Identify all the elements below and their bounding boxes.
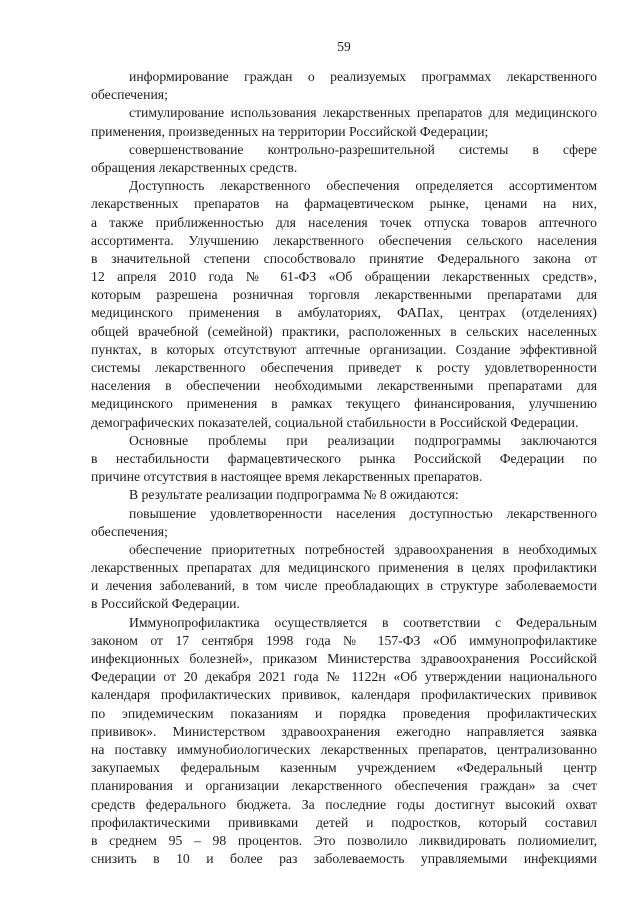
text-line: медицинского применения в рамках текущего финансирования, улучшению — [91, 396, 597, 412]
text-line: в среднем 95 – 98 процентов. Это позволило ликвидировать полиомиелит, — [91, 832, 597, 848]
text-line: информирование граждан о реализуемых программах лекарственного — [129, 69, 597, 84]
paragraph — [91, 486, 597, 504]
text-line: системы лекарственного обеспечения приведет к росту удовлетворенности — [91, 360, 597, 375]
text-line: общей врачебной (семейной) практики, расположенных в сельских населенных — [91, 323, 597, 339]
text-line: и лечения заболеваний, в том числе преобладающих в структуре заболеваемости — [91, 578, 597, 594]
text-line: причине отсутствия в настоящее время лекарственных препаратов. — [91, 469, 483, 485]
document-body — [91, 68, 597, 868]
text-line: лекарственных препаратов на фармацевтическом рынке, ценами на них, — [91, 196, 597, 212]
text-line: применения, произведенных на территории Российской Федерации; — [91, 123, 489, 139]
paragraph — [91, 68, 597, 104]
text-line: в нестабильности фармацевтического рынка Российской Федерации по — [91, 450, 597, 466]
text-line: демографических показателей, социальной стабильности в Российской Федерации. — [91, 414, 579, 430]
text-line: законом от 17 сентября 1998 года № 157-ФЗ «Об иммунопрофилактике — [91, 632, 597, 648]
text-line: в Российской Федерации. — [91, 596, 240, 612]
text-line: в значительной степени способствовало принятие Федерального закона от — [91, 250, 597, 266]
text-line: Основные проблемы при реализации подпрограммы заключаются — [129, 432, 597, 448]
text-line: по эпидемическим показаниям и порядка проведения профилактических — [91, 705, 597, 721]
text-line: снизить в 10 и более раз заболеваемость управляемыми инфекциями — [91, 851, 597, 867]
text-line: календаря профилактических прививок, календаря профилактических прививок — [91, 687, 597, 703]
text-line: лекарственных препаратах для медицинского применения в целях профилактики — [91, 560, 597, 576]
paragraph — [91, 541, 597, 614]
text-line: закупаемых федеральным казенным учреждением «Федеральный центр — [91, 760, 597, 776]
text-line: Доступность лекарственного обеспечения определяется ассортиментом — [129, 178, 597, 194]
paragraph — [91, 104, 597, 140]
text-line: 12 апреля 2010 года № 61-ФЗ «Об обращении лекарственных средств», — [91, 269, 597, 285]
text-line: В результате реализации подпрограмма № 8 ожидаются: — [129, 487, 459, 503]
paragraph — [91, 432, 597, 487]
paragraph — [91, 614, 597, 869]
text-line: населения в обеспечении необходимыми лекарственными препаратами для — [91, 378, 597, 394]
text-line: а также приближенностью для населения точек отпуска товаров аптечного — [91, 214, 597, 230]
text-line: обеспечение приоритетных потребностей здравоохранения в необходимых — [129, 541, 597, 557]
text-line: инфекционных болезней», приказом Министерства здравоохранения Российской — [91, 651, 597, 666]
text-line: обеспечения; — [91, 87, 168, 103]
paragraph — [91, 141, 597, 177]
text-line: Иммунопрофилактика осуществляется в соответствии с Федеральным — [129, 614, 597, 630]
text-line: Федерации от 20 декабря 2021 года № 1122н «Об утверждении национального — [91, 669, 597, 685]
text-line: обеспечения; — [91, 523, 168, 539]
text-line: повышение удовлетворенности населения доступностью лекарственного — [129, 505, 597, 521]
paragraph — [91, 505, 597, 541]
text-line: ассортимента. Улучшению лекарственного обеспечения сельского населения — [91, 232, 597, 248]
text-line: профилактическими прививками детей и подростков, который составил — [91, 814, 597, 830]
text-line: пунктах, в которых отсутствуют аптечные организации. Создание эффективной — [91, 341, 597, 357]
text-line: стимулирование использования лекарственных препаратов для медицинского — [129, 105, 597, 121]
text-line: планирования и организации лекарственного обеспечения граждан» за счет — [91, 778, 597, 794]
text-line: средств федерального бюджета. За последние годы достигнут высокий охват — [91, 796, 597, 812]
text-line: на поставку иммунобиологических лекарственных препаратов, централизованно — [91, 741, 597, 757]
text-line: медицинского применения в амбулаториях, ФАПах, центрах (отделениях) — [91, 305, 597, 321]
paragraph — [91, 177, 597, 432]
text-line: обращения лекарственных средств. — [91, 159, 298, 175]
text-line: которым разрешена розничная торговля лекарственными препаратами для — [91, 287, 597, 303]
page-number: 59 — [337, 39, 351, 54]
text-line: прививок». Министерством здравоохранения ежегодно направляется заявка — [91, 723, 597, 739]
text-line: совершенствование контрольно-разрешительной системы в сфере — [129, 141, 597, 157]
